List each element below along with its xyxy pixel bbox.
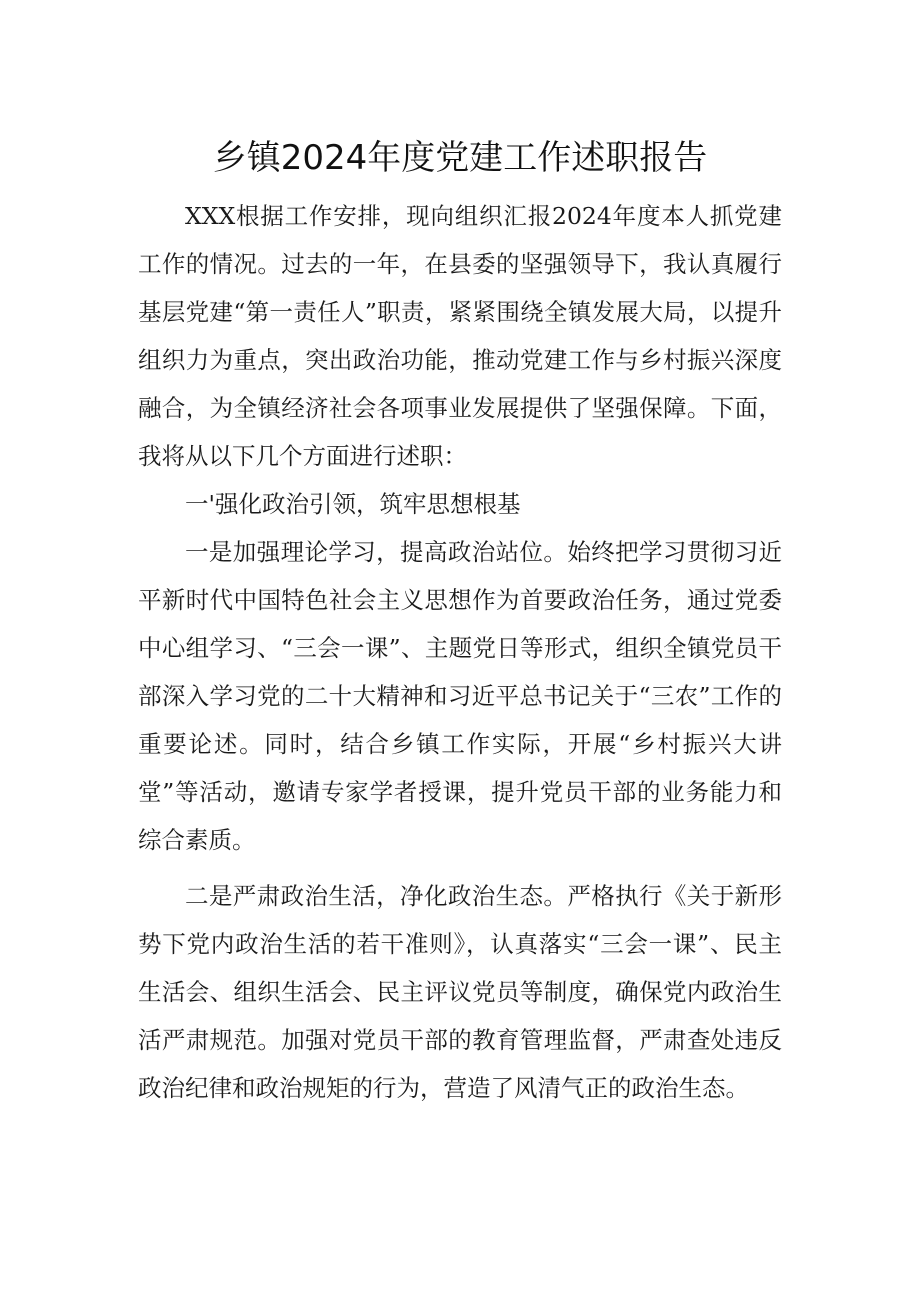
section-heading-1: 一'强化政治引领，筑牢思想根基 <box>185 490 521 518</box>
paragraph-theory-study: 一是加强理论学习，提高政治站位。始终把学习贯彻习近平新时代中国特色社会主义思想作为首要政治任务，通过党委中心组学习、“三会一课”、主题党日等形式，组织全镇党员干部深入学习党的二十大精神和习近平总书记关于“三农”工作的重要论述。同时，结合乡镇工作实际，开展“乡村振兴大讲堂”等活动，邀请专家学者授课，提升党员干部的业务能力和综合素质。 <box>138 538 782 854</box>
paragraph-political-life: 二是严肃政治生活，净化政治生态。严格执行《关于新形势下党内政治生活的若干准则》，认真落实“三会一课”、民主生活会、组织生活会、民主评议党员等制度，确保党内政治生活严肃规范。加强对党员干部的教育管理监督，严肃查处违反政治纪律和政治规矩的行为，营造了风清气正的政治生态。 <box>138 882 782 1102</box>
document-title: 乡镇2024年度党建工作述职报告 <box>212 138 708 178</box>
paragraph-intro: XXX根据工作安排，现向组织汇报2024年度本人抓党建工作的情况。过去的一年，在县委的坚强领导下，我认真履行基层党建“第一责任人”职责，紧紧围绕全镇发展大局，以提升组织力为重点，突出政治功能，推动党建工作与乡村振兴深度融合，为全镇经济社会各项事业发展提供了坚强保障。下面，我将从以下几个方面进行述职： <box>138 202 782 470</box>
document-body <box>138 192 782 1112</box>
